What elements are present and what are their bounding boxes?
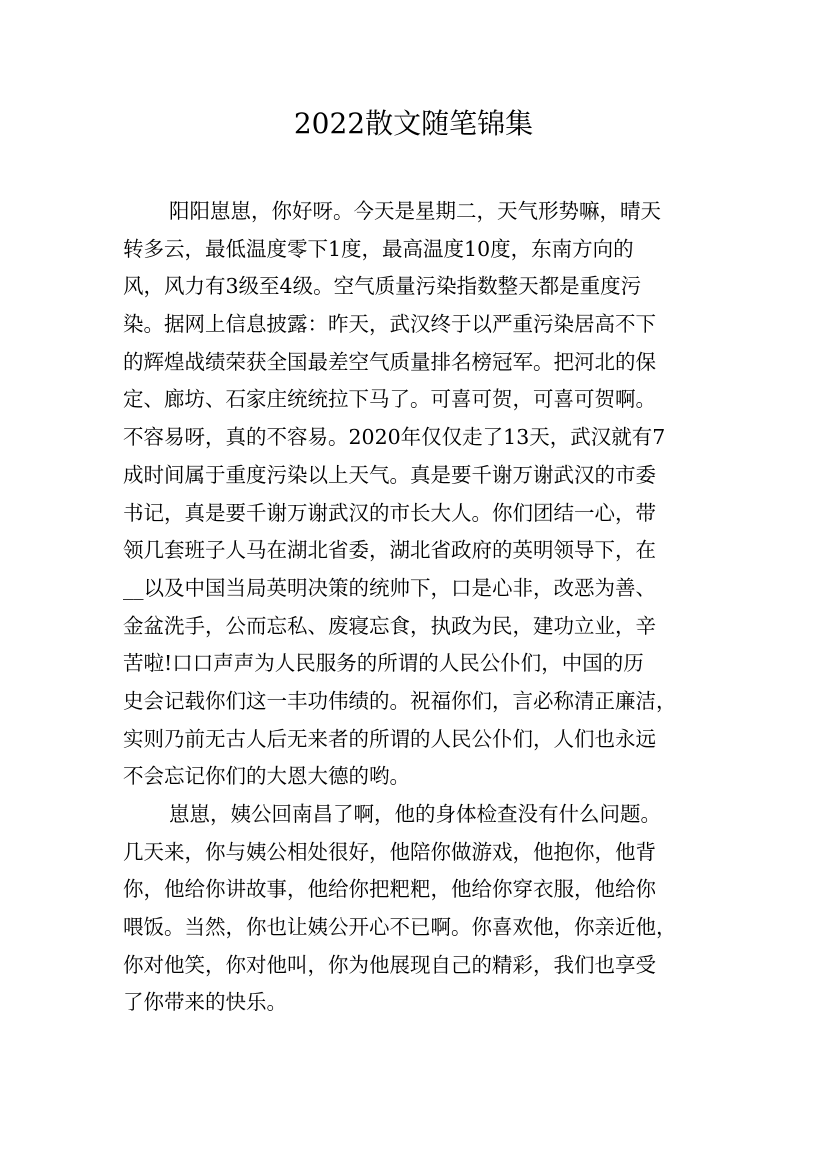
paragraph-1 xyxy=(123,193,723,796)
text-line: 的辉煌战绩荣获全国最差空气质量排名榜冠军。把河北的保 xyxy=(123,349,656,374)
text-line: __以及中国当局英明决策的统帅下，口是心非，改恶为善、 xyxy=(123,575,656,600)
text-line: 几天来，你与姨公相处很好，他陪你做游戏，他抱你，他背 xyxy=(123,839,656,864)
text-line: 风，风力有3级至4级。空气质量污染指数整天都是重度污 xyxy=(123,274,642,299)
text-line: 染。据网上信息披露：昨天，武汉终于以严重污染居高不下 xyxy=(123,312,656,337)
text-line: 实则乃前无古人后无来者的所谓的人民公仆们，人们也永远 xyxy=(123,726,656,751)
text-line: 你对他笑，你对他叫，你为他展现自己的精彩，我们也享受 xyxy=(123,952,656,977)
paragraph-2 xyxy=(123,796,723,1022)
text-line: 了你带来的快乐。 xyxy=(123,990,287,1015)
text-line: 转多云，最低温度零下1度，最高温度10度，东南方向的 xyxy=(123,236,634,261)
text-line: 不容易呀，真的不容易。2020年仅仅走了13天，武汉就有7 xyxy=(123,425,666,450)
document-title: 2022散文随笔锦集 xyxy=(293,107,534,140)
text-line: 领几套班子人马在湖北省委，湖北省政府的英明领导下，在 xyxy=(123,538,656,563)
document-body xyxy=(123,193,723,1022)
text-line: 不会忘记你们的大恩大德的哟。 xyxy=(123,764,410,789)
text-line: 苦啦!口口声声为人民服务的所谓的人民公仆们，中国的历 xyxy=(123,651,644,676)
text-line: 书记，真是要千谢万谢武汉的市长大人。你们团结一心，带 xyxy=(123,500,656,525)
text-line: 定、廊坊、石家庄统统拉下马了。可喜可贺，可喜可贺啊。 xyxy=(123,387,656,412)
text-line: 崽崽，姨公回南昌了啊，他的身体检查没有什么问题。 xyxy=(169,802,661,826)
text-line: 史会记载你们这一丰功伟绩的。祝福你们，言必称清正廉洁， xyxy=(123,688,677,713)
text-line: 金盆洗手，公而忘私、废寝忘食，执政为民，建功立业，辛 xyxy=(123,613,656,638)
text-line: 你，他给你讲故事，他给你把粑粑，他给你穿衣服，他给你 xyxy=(123,877,656,902)
text-line: 喂饭。当然，你也让姨公开心不已啊。你喜欢他，你亲近他， xyxy=(123,915,677,940)
text-line: 成时间属于重度污染以上天气。真是要千谢万谢武汉的市委 xyxy=(123,462,656,487)
text-line: 阳阳崽崽，你好呀。今天是星期二，天气形势嘛，晴天 xyxy=(169,199,661,223)
